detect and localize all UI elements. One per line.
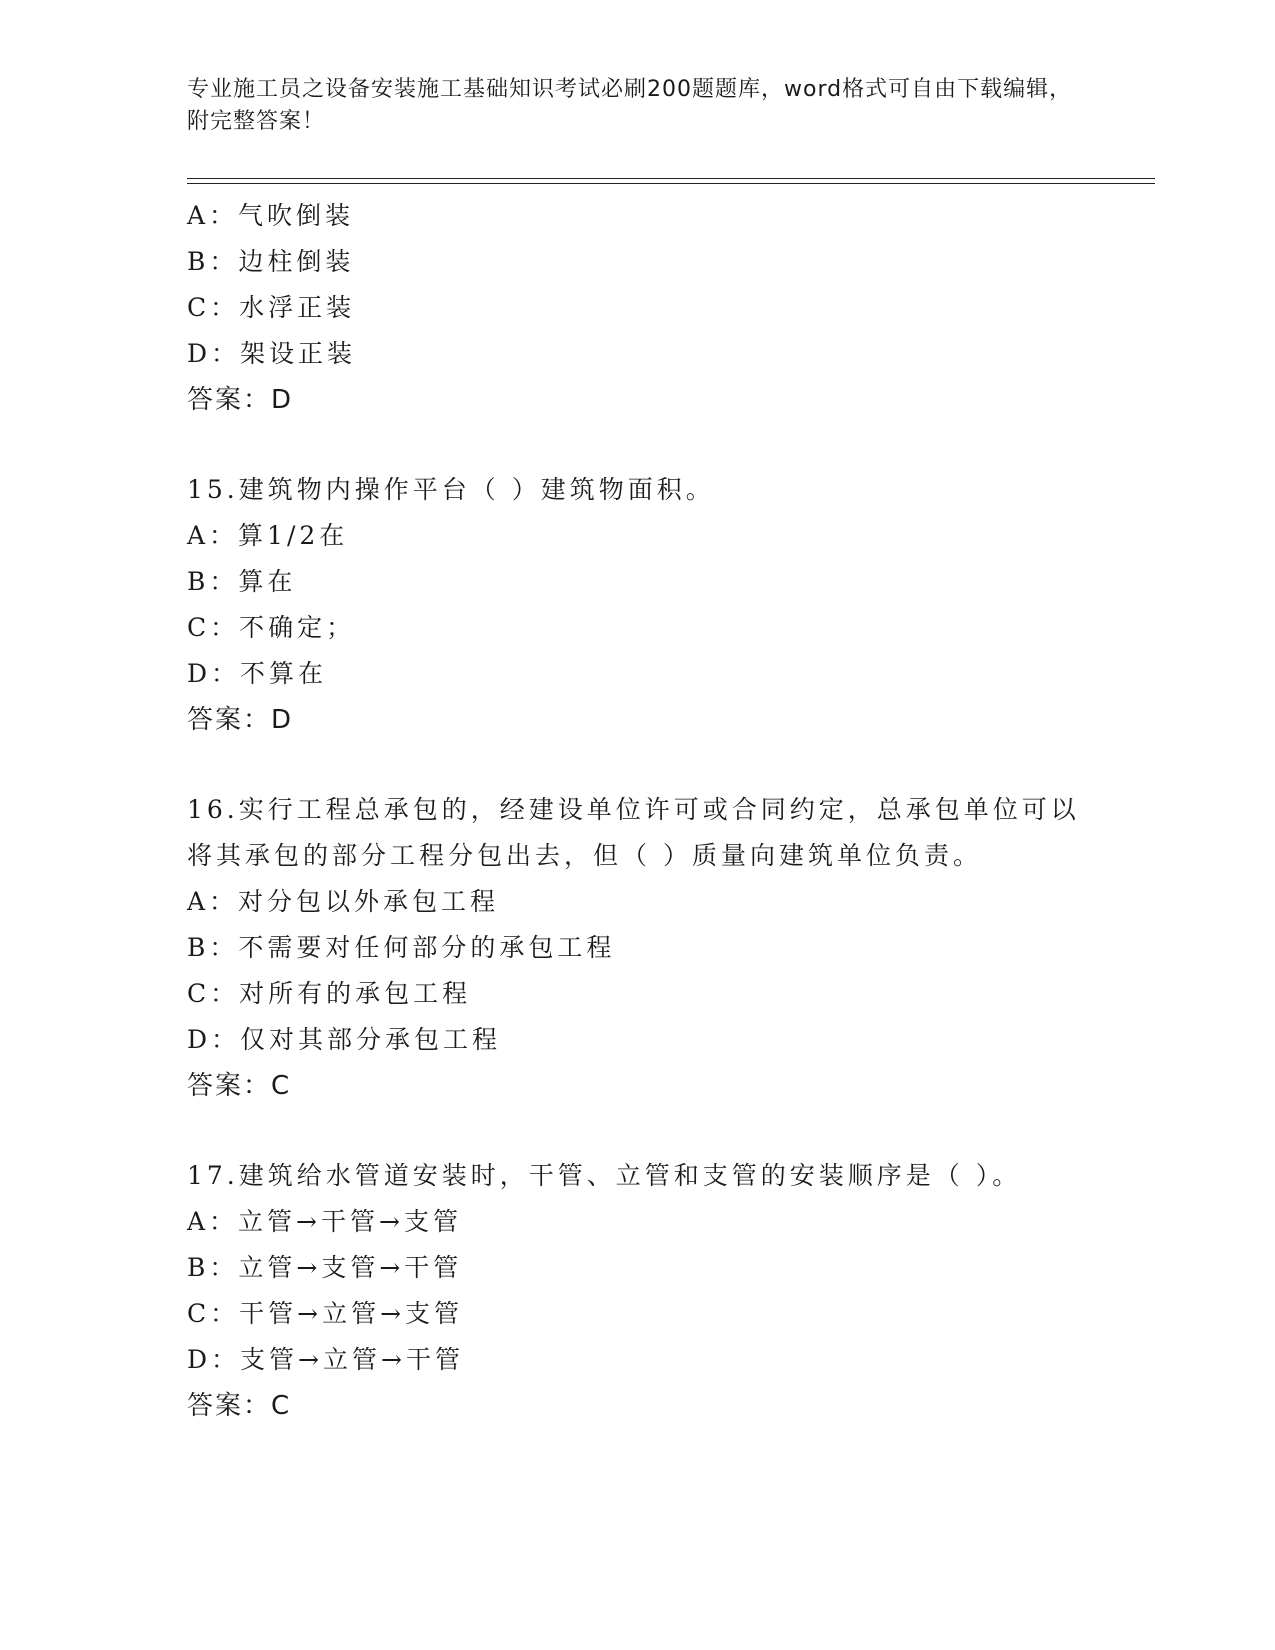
option-b: B：立管→支管→干管 [187, 1253, 463, 1282]
option-a: A：立管→干管→支管 [187, 1207, 462, 1236]
header-divider-bottom [187, 183, 1155, 184]
option-b: B：不需要对任何部分的承包工程 [187, 933, 616, 962]
answer: 答案：D [187, 385, 294, 415]
option-a: A：算1/2在 [187, 521, 349, 550]
document-header: 专业施工员之设备安装施工基础知识考试必刷200题题库，word格式可自由下载编辑，附完整答案！ [187, 77, 1073, 134]
answer: 答案：C [187, 1071, 292, 1101]
question-16 [187, 787, 1147, 1109]
question-list [187, 193, 1147, 1429]
option-d: D：架设正装 [187, 339, 357, 368]
option-a: A：气吹倒装 [187, 201, 355, 230]
option-b: B：边柱倒装 [187, 247, 355, 276]
question-15 [187, 467, 1147, 743]
option-d: D：不算在 [187, 659, 328, 688]
question-stem: 15.建筑物内操作平台（ ）建筑物面积。 [187, 475, 715, 504]
question-14-continued [187, 193, 1147, 423]
answer: 答案：D [187, 705, 294, 735]
option-b: B：算在 [187, 567, 297, 596]
answer: 答案：C [187, 1391, 292, 1421]
option-c: C：水浮正装 [187, 293, 356, 322]
header-divider-top [187, 178, 1155, 179]
question-17 [187, 1153, 1147, 1429]
question-stem: 16.实行工程总承包的，经建设单位许可或合同约定，总承包单位可以将其承包的部分工程分包出去，但（ ）质量向建筑单位负责。 [187, 795, 1080, 870]
option-a: A：对分包以外承包工程 [187, 887, 500, 916]
question-stem: 17.建筑给水管道安装时，干管、立管和支管的安装顺序是（ ）。 [187, 1161, 1022, 1190]
option-c: C：干管→立管→支管 [187, 1299, 464, 1328]
option-d: D：支管→立管→干管 [187, 1345, 464, 1374]
option-c: C：对所有的承包工程 [187, 979, 472, 1008]
option-c: C：不确定； [187, 613, 356, 642]
option-d: D：仅对其部分承包工程 [187, 1025, 502, 1054]
